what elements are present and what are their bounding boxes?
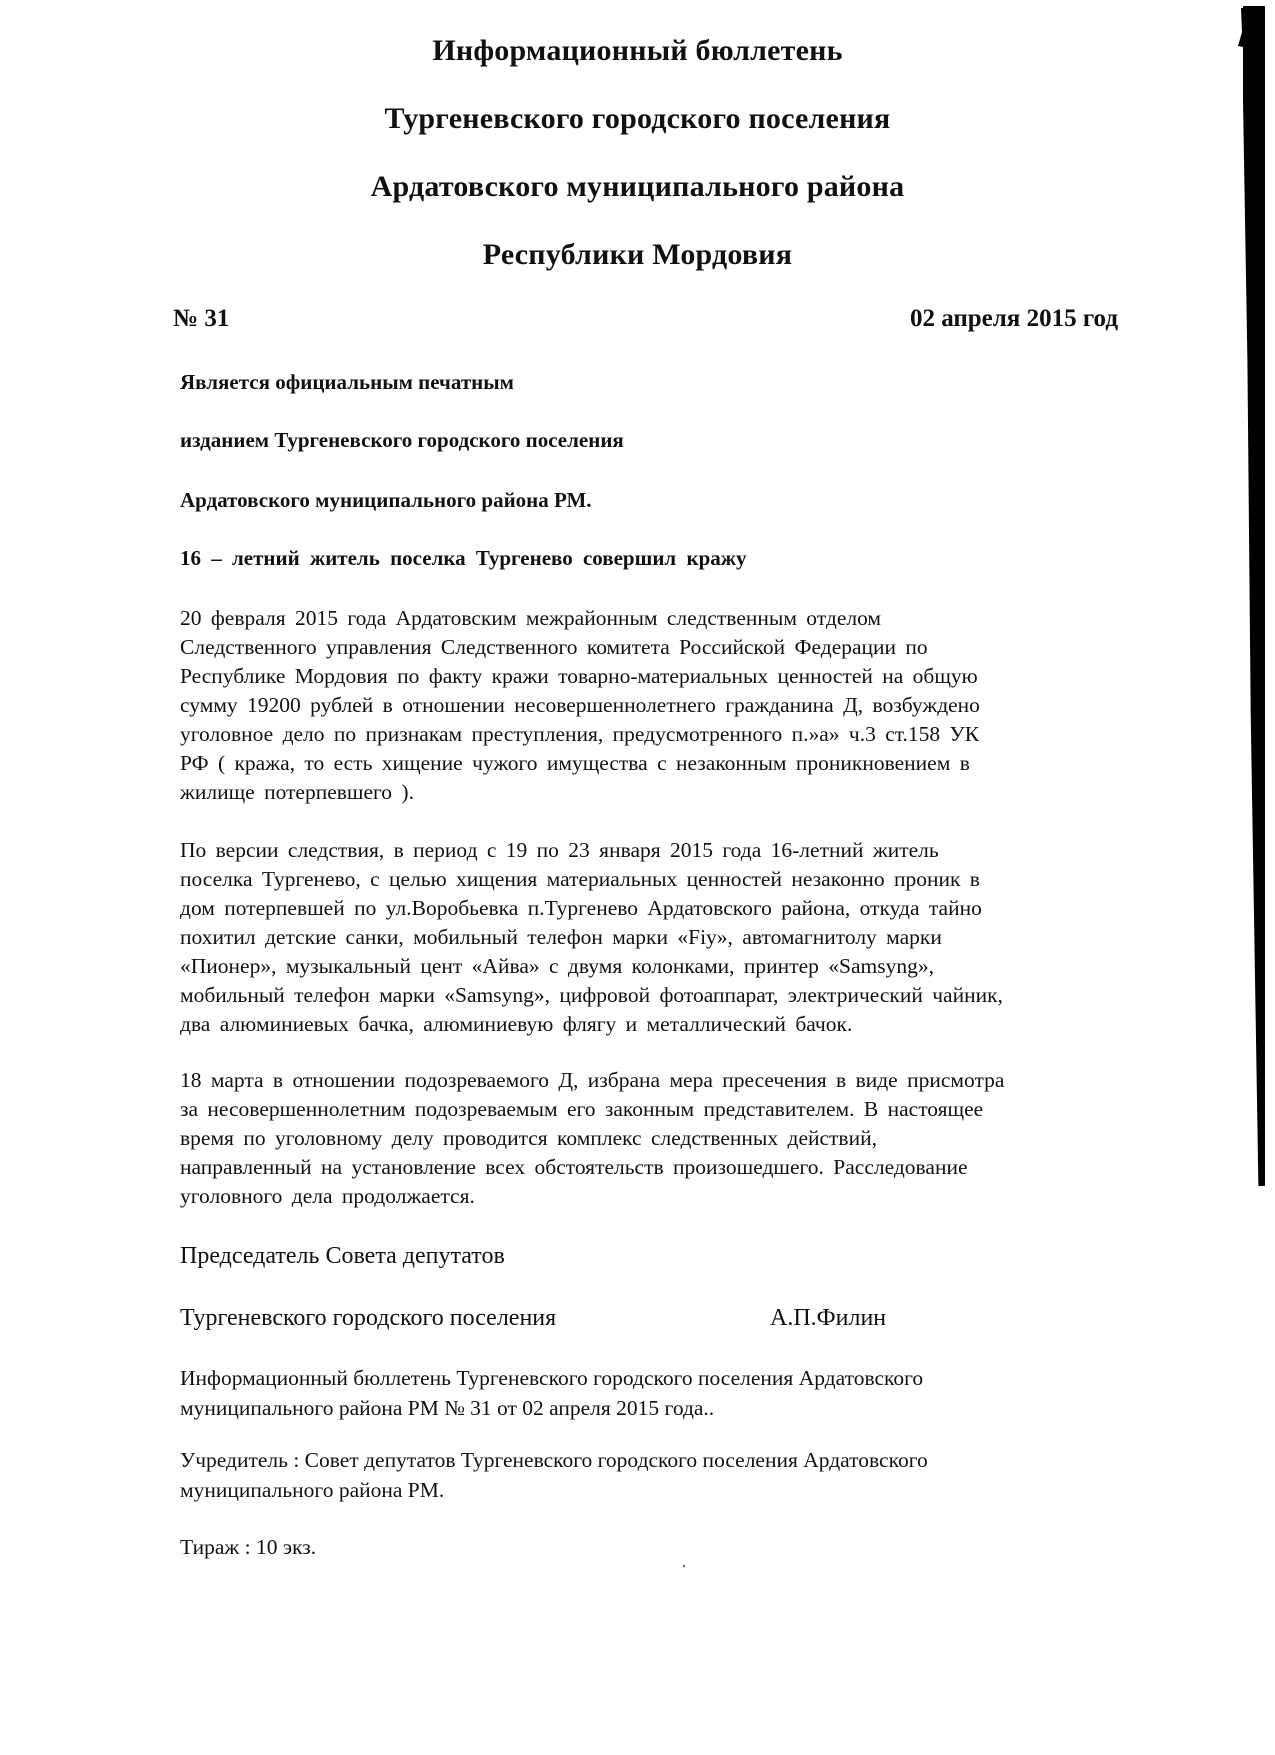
text-line: два алюминиевых бачка, алюминиевую флягу и металлический бачок. bbox=[180, 1012, 853, 1036]
signature-title-line-1: Председатель Совета депутатов bbox=[180, 1243, 505, 1269]
text-line: «Пионер», музыкальный цент «Айва» с двумя колонками, принтер «Samsyng», bbox=[180, 954, 934, 978]
signature-name: А.П.Филин bbox=[770, 1305, 887, 1331]
text-line: По версии следствия, в период с 19 по 23 января 2015 года 16-летний житель bbox=[180, 838, 939, 862]
text-line: сумму 19200 рублей в отношении несовершеннолетнего гражданина Д, возбуждено bbox=[180, 693, 980, 717]
text-line: уголовное дело по признакам преступления, предусмотренного п.»а» ч.3 ст.158 УК bbox=[180, 722, 980, 746]
text-line: жилище потерпевшего ). bbox=[180, 780, 414, 804]
official-notice-line-3: Ардатовского муниципального района РМ. bbox=[180, 488, 592, 512]
masthead-settlement: Тургеневского городского поселения bbox=[384, 102, 891, 135]
article-paragraph-3 bbox=[180, 1066, 1160, 1211]
text-line: уголовного дела продолжается. bbox=[180, 1184, 475, 1208]
imprint-founder bbox=[180, 1445, 1160, 1505]
text-line: направленный на установление всех обстоятельств произошедшего. Расследование bbox=[180, 1155, 968, 1179]
masthead-district: Ардатовского муниципального района bbox=[370, 170, 905, 203]
article-headline: 16 – летний житель поселка Тургенево совершил кражу bbox=[180, 546, 747, 570]
text-line: муниципального района РМ № 31 от 02 апреля 2015 года.. bbox=[180, 1396, 715, 1420]
text-line: Следственного управления Следственного комитета Российской Федерации по bbox=[180, 635, 928, 659]
issue-row bbox=[173, 305, 1118, 333]
official-notice-line-1: Является официальным печатным bbox=[180, 370, 514, 394]
text-line: Учредитель : Совет депутатов Тургеневского городского поселения Ардатовского bbox=[180, 1448, 928, 1472]
issue-number: № 31 bbox=[173, 305, 230, 332]
official-notice-line-2: изданием Тургеневского городского поселения bbox=[180, 428, 624, 452]
text-line: РФ ( кража, то есть хищение чужого имущества с незаконным проникновением в bbox=[180, 751, 970, 775]
article-paragraph-2 bbox=[180, 836, 1160, 1039]
text-line: 20 февраля 2015 года Ардатовским межрайонным следственным отделом bbox=[180, 606, 882, 630]
article-paragraph-1 bbox=[180, 604, 1160, 807]
issue-date: 02 апреля 2015 год bbox=[909, 305, 1118, 332]
masthead-title: Информационный бюллетень bbox=[432, 34, 843, 67]
text-line: мобильный телефон марки «Samsyng», цифровой фотоаппарат, электрический чайник, bbox=[180, 983, 1003, 1007]
imprint-circulation: Тираж : 10 экз. bbox=[180, 1535, 317, 1559]
text-line: время по уголовному делу проводится комплекс следственных действий, bbox=[180, 1126, 877, 1150]
scan-speck bbox=[683, 1565, 685, 1567]
signature-title-line-2: Тургеневского городского поселения bbox=[180, 1305, 557, 1331]
text-line: дом потерпевшей по ул.Воробьевка п.Тургенево Ардатовского района, откуда тайно bbox=[180, 896, 982, 920]
text-line: 18 марта в отношении подозреваемого Д, избрана мера пресечения в виде присмотра bbox=[180, 1068, 1005, 1092]
text-line: Республике Мордовия по факту кражи товарно-материальных ценностей на общую bbox=[180, 664, 978, 688]
text-line: Информационный бюллетень Тургеневского городского поселения Ардатовского bbox=[180, 1366, 924, 1390]
text-line: поселка Тургенево, с целью хищения материальных ценностей незаконно проник в bbox=[180, 867, 980, 891]
imprint-bulletin-reference bbox=[180, 1363, 1160, 1423]
text-line: похитил детские санки, мобильный телефон марки «Fiy», автомагнитолу марки bbox=[180, 925, 942, 949]
text-line: муниципального района РМ. bbox=[180, 1478, 445, 1502]
masthead-republic: Республики Мордовия bbox=[482, 238, 793, 271]
text-line: за несовершеннолетним подозреваемым его законным представителем. В настоящее bbox=[180, 1097, 984, 1121]
